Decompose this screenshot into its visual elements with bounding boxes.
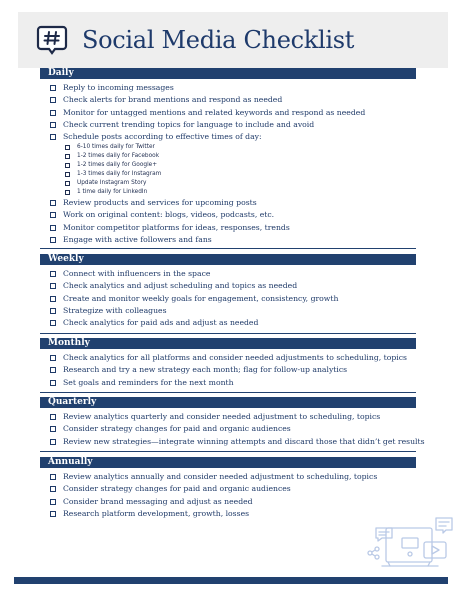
- subitem-label: Update Instagram Story: [77, 180, 147, 187]
- checkbox-icon[interactable]: [50, 212, 56, 218]
- checklist-item[interactable]: [50, 483, 377, 495]
- item-label: Strategize with colleagues: [63, 305, 167, 315]
- checklist-item[interactable]: [50, 119, 365, 131]
- checkbox-icon[interactable]: [65, 163, 70, 168]
- checkbox-icon[interactable]: [50, 439, 56, 445]
- item-label: Check analytics and adjust scheduling and topics as needed: [63, 281, 298, 291]
- checkbox-icon[interactable]: [50, 367, 56, 373]
- item-label: Consider brand messaging and adjust as needed: [63, 496, 253, 506]
- checkbox-icon[interactable]: [50, 355, 56, 361]
- section-divider: [40, 248, 416, 249]
- checklist-subitem[interactable]: [65, 179, 161, 188]
- item-label: Research platform development, growth, losses: [63, 508, 250, 518]
- checkbox-icon[interactable]: [50, 283, 56, 289]
- daily-list-continued: [50, 197, 290, 246]
- item-label: Review analytics quarterly and consider needed adjustment to scheduling, topics: [63, 412, 381, 421]
- item-label: Consider strategy changes for paid and organic audiences: [63, 484, 291, 494]
- item-label: Monitor competitor platforms for ideas, responses, trends: [63, 222, 290, 232]
- section-header-quarterly: Quarterly: [40, 397, 416, 408]
- checklist-item[interactable]: [50, 423, 425, 435]
- checkbox-icon[interactable]: [50, 296, 56, 302]
- checkbox-icon[interactable]: [65, 181, 70, 186]
- item-label: Review analytics annually and consider needed adjustment to scheduling, topics: [63, 472, 378, 481]
- checkbox-icon[interactable]: [50, 414, 56, 420]
- footer-bar: [14, 577, 448, 584]
- checklist-item[interactable]: [50, 496, 377, 508]
- checklist-item[interactable]: [50, 317, 338, 329]
- checklist-subitem[interactable]: [65, 143, 161, 152]
- checklist-item[interactable]: [50, 107, 365, 119]
- checklist-item[interactable]: [50, 197, 290, 209]
- item-label: Check analytics for all platforms and consider needed adjustments to scheduling, topics: [63, 353, 407, 362]
- checkbox-icon[interactable]: [50, 97, 56, 103]
- checkbox-icon[interactable]: [50, 122, 56, 128]
- item-label: Engage with active followers and fans: [63, 234, 212, 244]
- quarterly-list: [50, 411, 425, 448]
- checklist-item[interactable]: [50, 94, 365, 106]
- section-divider: [40, 333, 416, 334]
- checkbox-icon[interactable]: [50, 271, 56, 277]
- item-label: Work on original content: blogs, videos, podcasts, etc.: [63, 210, 275, 220]
- checkbox-icon[interactable]: [65, 172, 70, 177]
- social-media-devices-illustration: [366, 514, 456, 576]
- section-header-monthly: Monthly: [40, 338, 416, 349]
- checkbox-icon[interactable]: [65, 145, 70, 150]
- checkbox-icon[interactable]: [50, 237, 56, 243]
- checklist-item[interactable]: [50, 377, 407, 389]
- section-header-annually: Annually: [40, 457, 416, 468]
- page-title: Social Media Checklist: [82, 26, 355, 54]
- checklist-item[interactable]: [50, 234, 290, 246]
- annually-list: [50, 471, 377, 520]
- section-divider: [40, 451, 416, 452]
- checkbox-icon[interactable]: [50, 511, 56, 517]
- checklist-subitem[interactable]: [65, 152, 161, 161]
- item-label: Monitor for untagged mentions and related keywords and respond as needed: [63, 107, 366, 117]
- item-label: Connect with influencers in the space: [63, 269, 211, 278]
- daily-sublist: [65, 143, 161, 198]
- item-label: Check analytics for paid ads and adjust as needed: [63, 318, 259, 327]
- section-header-weekly: Weekly: [40, 254, 416, 265]
- subitem-label: 1 time daily for LinkedIn: [77, 189, 148, 196]
- checkbox-icon[interactable]: [50, 110, 56, 116]
- section-header-daily: Daily: [40, 68, 416, 79]
- checklist-item[interactable]: [50, 436, 425, 448]
- checkbox-icon[interactable]: [65, 190, 70, 195]
- checklist-item[interactable]: [50, 364, 407, 376]
- checklist-item[interactable]: [50, 131, 365, 143]
- checkbox-icon[interactable]: [50, 200, 56, 206]
- hash-chat-bubble-icon: [36, 24, 68, 56]
- checklist-item[interactable]: [50, 209, 290, 221]
- checkbox-icon[interactable]: [50, 486, 56, 492]
- item-label: Review products and services for upcoming posts: [63, 198, 257, 207]
- checkbox-icon[interactable]: [65, 154, 70, 159]
- checkbox-icon[interactable]: [50, 134, 56, 140]
- checklist-item[interactable]: [50, 280, 338, 292]
- daily-list: [50, 82, 365, 143]
- checkbox-icon[interactable]: [50, 426, 56, 432]
- checklist-item[interactable]: [50, 82, 365, 94]
- checkbox-icon[interactable]: [50, 85, 56, 91]
- checkbox-icon[interactable]: [50, 320, 56, 326]
- checklist-item[interactable]: [50, 352, 407, 364]
- checkbox-icon[interactable]: [50, 380, 56, 386]
- checkbox-icon[interactable]: [50, 225, 56, 231]
- item-label: Set goals and reminders for the next month: [63, 377, 234, 387]
- item-label: Create and monitor weekly goals for engagement, consistency, growth: [63, 293, 339, 303]
- checkbox-icon[interactable]: [50, 474, 56, 480]
- item-label: Check alerts for brand mentions and respond as needed: [63, 95, 283, 105]
- checklist-item[interactable]: [50, 411, 425, 423]
- checklist-subitem[interactable]: [65, 170, 161, 179]
- item-label: Check current trending topics for language to include and avoid: [63, 119, 315, 129]
- item-label: Reply to incoming messages: [63, 83, 174, 92]
- checklist-item[interactable]: [50, 471, 377, 483]
- item-label: Consider strategy changes for paid and organic audiences: [63, 424, 291, 434]
- weekly-list: [50, 268, 338, 329]
- checklist-item[interactable]: [50, 293, 338, 305]
- section-divider: [40, 392, 416, 393]
- subitem-label: 1-2 times daily for Google+: [77, 162, 158, 169]
- subitem-label: 6-10 times daily for Twitter: [77, 144, 155, 150]
- checklist-item[interactable]: [50, 305, 338, 317]
- item-label: Review new strategies—integrate winning attempts and discard those that didn’t get results: [63, 436, 425, 446]
- checkbox-icon[interactable]: [50, 308, 56, 314]
- item-label: Schedule posts according to effective times of day:: [63, 132, 262, 141]
- subitem-label: 1-2 times daily for Facebook: [77, 153, 160, 160]
- monthly-list: [50, 352, 407, 389]
- checklist-subitem[interactable]: [65, 161, 161, 170]
- checklist-item[interactable]: [50, 508, 377, 520]
- checklist-item[interactable]: [50, 268, 338, 280]
- checkbox-icon[interactable]: [50, 499, 56, 505]
- item-label: Research and try a new strategy each month; flag for follow-up analytics: [63, 365, 348, 375]
- subitem-label: 1-3 times daily for Instagram: [77, 171, 162, 178]
- checklist-item[interactable]: [50, 222, 290, 234]
